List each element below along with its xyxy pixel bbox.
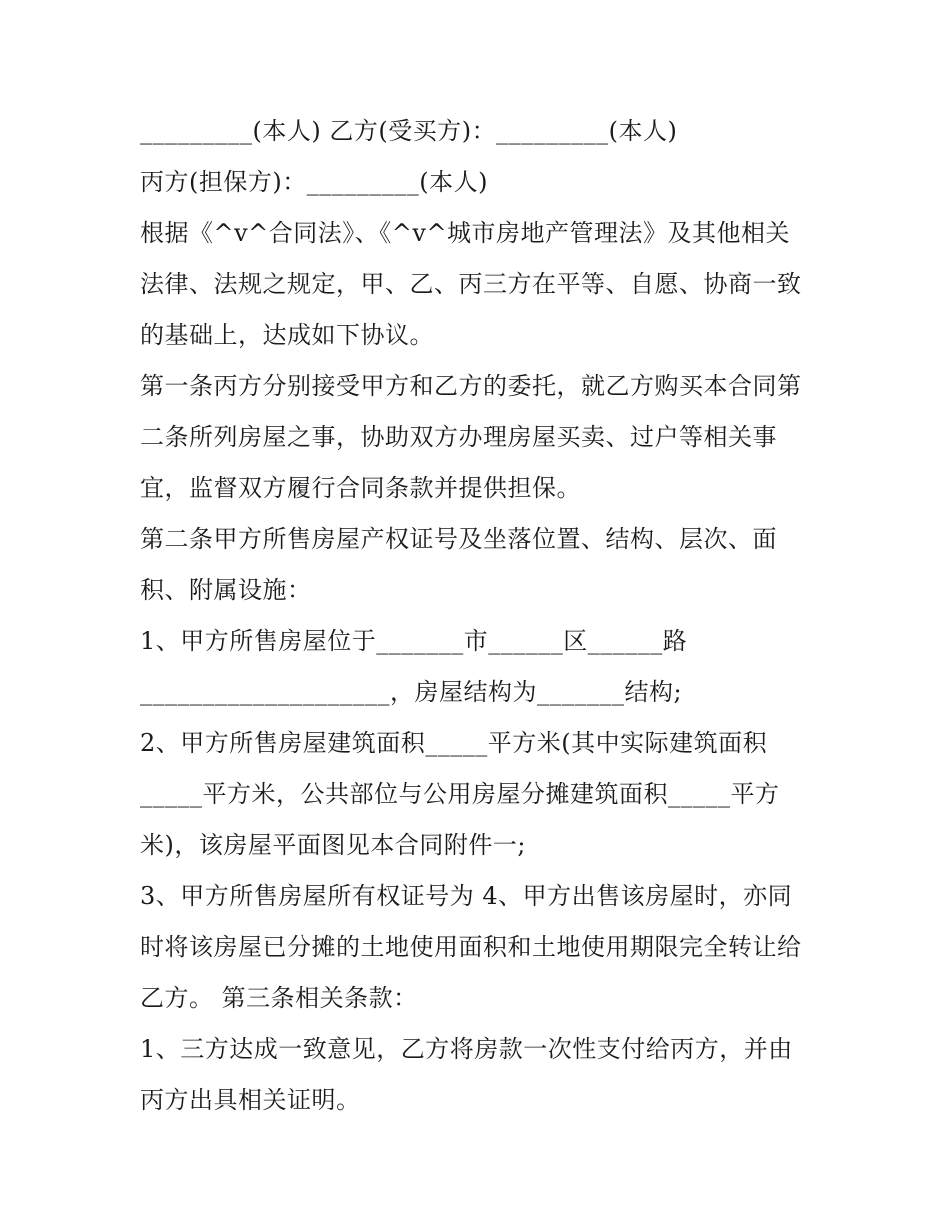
text-line: 的基础上，达成如下协议。 [140, 321, 434, 349]
text-line: 根据《^v^合同法》、《^v^城市房地产管理法》及其他相关 [140, 219, 791, 247]
document-body [140, 106, 830, 1126]
text-line: 时将该房屋已分摊的土地使用面积和土地使用期限完全转让给 [140, 933, 802, 961]
text-line: 1、甲方所售房屋位于_______市______区______路 [140, 627, 688, 655]
text-line: _________(本人) 乙方(受买方)：_________(本人) [140, 117, 678, 145]
text-line: ____________________，房屋结构为_______结构; [140, 678, 683, 706]
text-line: 米)，该房屋平面图见本合同附件一; [140, 831, 526, 859]
text-line: 第二条甲方所售房屋产权证号及坐落位置、结构、层次、面 [140, 525, 777, 553]
text-line: 法律、法规之规定，甲、乙、丙三方在平等、自愿、协商一致 [140, 270, 802, 298]
text-line: 3、甲方所售房屋所有权证号为 4、甲方出售该房屋时，亦同 [140, 882, 793, 910]
text-line: 乙方。 第三条相关条款： [140, 984, 418, 1012]
text-line: 丙方出具相关证明。 [140, 1086, 361, 1114]
text-line: 丙方(担保方)：_________(本人) [140, 168, 488, 196]
text-line: 1、三方达成一致意见，乙方将房款一次性支付给丙方，并由 [140, 1035, 793, 1063]
text-line: 2、甲方所售房屋建筑面积_____平方米(其中实际建筑面积 [140, 729, 768, 757]
text-line: 二条所列房屋之事，协助双方办理房屋买卖、过户等相关事 [140, 423, 777, 451]
text-line: 宜，监督双方履行合同条款并提供担保。 [140, 474, 581, 502]
text-line: 第一条丙方分别接受甲方和乙方的委托，就乙方购买本合同第 [140, 372, 802, 400]
text-line: 积、附属设施： [140, 576, 312, 604]
text-line: _____平方米，公共部位与公用房屋分摊建筑面积_____平方 [140, 780, 780, 808]
